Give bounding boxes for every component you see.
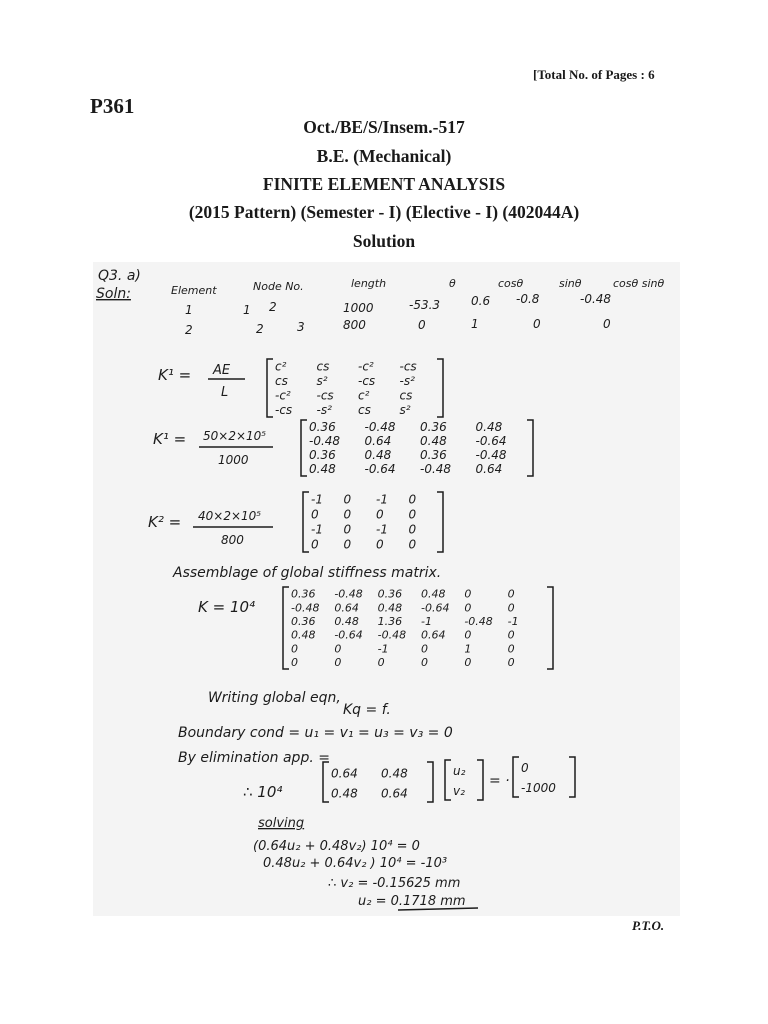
matrix-cell: cs — [399, 388, 413, 403]
k2-matrix — [303, 492, 443, 552]
matrix-cell: 0 — [343, 522, 352, 537]
total-pages: [Total No. of Pages : 6 — [533, 67, 655, 82]
svg-text:-0.8: -0.8 — [516, 292, 540, 306]
matrix-cell: 0 — [464, 655, 472, 669]
elimination-label: By elimination app. = — [178, 750, 330, 766]
matrix-cell: 0 — [507, 628, 515, 642]
svg-text:1: 1 — [471, 317, 479, 331]
matrix-cell: 0.36 — [420, 419, 447, 434]
table-header-node: Node No. — [253, 280, 304, 293]
solution-heading: Solution — [352, 231, 416, 251]
matrix-cell: 0.64 — [381, 786, 408, 801]
left-bracket — [301, 420, 307, 476]
matrix-cell: 0 — [507, 587, 515, 601]
vector-entry: 0 — [521, 761, 529, 775]
vector-entry: v₂ — [453, 784, 465, 798]
left-bracket — [323, 762, 329, 802]
svg-text:800: 800 — [343, 318, 366, 332]
table-header-theta: θ — [449, 277, 456, 290]
matrix-cell: 0.64 — [334, 601, 359, 615]
table-header-cos: cosθ — [498, 277, 524, 290]
svg-text:1000: 1000 — [343, 301, 374, 315]
matrix-cell: -1 — [377, 642, 389, 656]
matrix-cell: 0.48 — [291, 628, 316, 642]
paper-code: P361 — [90, 94, 135, 118]
svg-text:0.6: 0.6 — [471, 294, 491, 308]
matrix-cell: cs — [275, 373, 288, 388]
svg-text:AE: AE — [213, 363, 231, 378]
matrix-cell: -0.48 — [291, 601, 320, 615]
svg-text:-0.48: -0.48 — [580, 292, 612, 306]
matrix-cell: 0.48 — [475, 419, 503, 434]
svg-text:2: 2 — [256, 322, 264, 336]
force-vector — [513, 757, 575, 797]
matrix-cell: 0 — [377, 655, 385, 669]
matrix-cell: -c² — [275, 388, 291, 403]
matrix-cell: 0 — [421, 655, 428, 669]
left-bracket — [445, 760, 451, 800]
equation-2: 0.48u₂ + 0.64v₂ ) 10⁴ = -10³ — [263, 856, 448, 871]
matrix-cell: cs — [358, 402, 371, 417]
svg-text:1: 1 — [243, 303, 251, 317]
matrix-cell: 0 — [334, 642, 342, 656]
matrix-cell: 0.36 — [309, 447, 336, 462]
matrix-cell: 0.36 — [291, 587, 316, 601]
k1-general-matrix — [267, 359, 443, 417]
matrix-cell: 0.36 — [377, 587, 403, 601]
right-bracket — [527, 420, 533, 476]
matrix-cell: 0 — [408, 522, 417, 537]
matrix-cell: cs — [316, 359, 330, 374]
right-bracket — [437, 359, 443, 417]
matrix-cell: -0.48 — [420, 461, 452, 476]
svg-text:K = 10⁴: K = 10⁴ — [198, 598, 256, 616]
matrix-cell: -cs — [316, 388, 334, 403]
left-bracket — [303, 492, 309, 552]
matrix-cell: c² — [358, 388, 370, 403]
matrix-cell: -0.48 — [334, 587, 363, 601]
soln-label: Soln: — [96, 286, 131, 302]
vector-entry: -1000 — [521, 781, 556, 795]
svg-text:40×2×10⁵: 40×2×10⁵ — [198, 509, 262, 523]
matrix-cell: 0.48 — [381, 766, 408, 781]
svg-text:K¹ =: K¹ = — [158, 366, 192, 384]
matrix-cell: -0.48 — [364, 419, 396, 434]
matrix-cell: 0 — [464, 601, 472, 615]
svg-text:∴ 10⁴: ∴ 10⁴ — [243, 783, 283, 801]
matrix-cell: -0.48 — [464, 614, 493, 628]
matrix-cell: -c² — [358, 359, 374, 374]
subject-title: FINITE ELEMENT ANALYSIS — [262, 174, 506, 194]
matrix-cell: s² — [316, 373, 328, 388]
matrix-cell: 0 — [311, 537, 319, 552]
right-bracket — [569, 757, 575, 797]
exam-code: Oct./BE/S/Insem.-517 — [303, 117, 465, 137]
matrix-cell: 0.48 — [377, 601, 403, 615]
global-eqn-label: Writing global eqn, — [208, 690, 341, 706]
k2-equation — [148, 492, 443, 552]
table-row — [185, 317, 611, 337]
svg-text:800: 800 — [221, 533, 244, 547]
svg-text:1000: 1000 — [218, 453, 249, 467]
matrix-cell: s² — [399, 402, 411, 417]
matrix-cell: 0.36 — [420, 447, 447, 462]
vector-entry: u₂ — [453, 764, 466, 778]
displacement-vector — [445, 760, 483, 800]
matrix-cell: 0 — [507, 601, 515, 615]
k1-general-equation — [158, 359, 443, 417]
matrix-cell: 0.48 — [334, 614, 359, 628]
global-stiffness-matrix — [283, 587, 553, 669]
course: B.E. (Mechanical) — [316, 146, 452, 166]
matrix-cell: -0.64 — [475, 433, 507, 448]
matrix-cell: 0 — [507, 642, 515, 656]
matrix-cell: 0.48 — [421, 587, 446, 601]
matrix-cell: -cs — [275, 402, 293, 417]
matrix-cell: 0.64 — [364, 433, 392, 448]
matrix-cell: -0.48 — [475, 447, 507, 462]
right-bracket — [437, 492, 443, 552]
table-header-sin: sinθ — [559, 277, 582, 290]
matrix-cell: 1 — [464, 642, 472, 656]
matrix-cell: 0.48 — [364, 447, 392, 462]
matrix-cell: -0.64 — [334, 628, 363, 642]
assemblage-heading: Assemblage of global stiffness matrix. — [173, 565, 442, 581]
solving-label: solving — [258, 816, 305, 831]
svg-text:2: 2 — [269, 300, 277, 314]
svg-text:3: 3 — [297, 320, 305, 334]
matrix-cell: 0 — [507, 655, 515, 669]
svg-text:1: 1 — [185, 303, 193, 317]
global-stiffness-equation — [198, 587, 553, 669]
matrix-cell: 0 — [376, 507, 384, 522]
boundary-conditions: Boundary cond = u₁ = v₁ = u₃ = v₃ = 0 — [178, 725, 453, 741]
matrix-cell: -0.48 — [377, 628, 407, 642]
kq-equation: Kq = f. — [343, 702, 391, 718]
matrix-cell: 0 — [311, 507, 319, 522]
left-bracket — [267, 359, 273, 417]
matrix-cell: -1 — [507, 614, 519, 628]
matrix-cell: -cs — [399, 359, 417, 374]
matrix-cell: 0 — [334, 655, 342, 669]
right-bracket — [477, 760, 483, 800]
svg-text:0: 0 — [418, 318, 426, 332]
matrix-cell: -s² — [399, 373, 415, 388]
matrix-cell: 0 — [343, 537, 352, 552]
svg-text:K² =: K² = — [148, 513, 182, 531]
matrix-cell: -0.64 — [421, 601, 450, 615]
matrix-cell: 0.64 — [331, 766, 358, 781]
matrix-cell: 0.36 — [309, 419, 336, 434]
table-header-element: Element — [171, 284, 217, 297]
v2-result: ∴ v₂ = -0.15625 mm — [328, 876, 461, 891]
handwritten-solution-scan — [93, 262, 680, 916]
matrix-cell: -1 — [311, 522, 323, 537]
reduced-matrix — [323, 762, 433, 802]
right-bracket — [427, 762, 433, 802]
matrix-cell: 1.36 — [377, 614, 403, 628]
u2-result: u₂ = 0.1718 mm — [358, 894, 466, 909]
matrix-cell: -cs — [358, 373, 376, 388]
svg-text:0: 0 — [533, 317, 541, 331]
matrix-cell: 0 — [376, 537, 384, 552]
matrix-cell: c² — [275, 359, 287, 374]
matrix-cell: -1 — [421, 614, 432, 628]
matrix-cell: -1 — [376, 492, 388, 507]
matrix-cell: -0.48 — [309, 433, 341, 448]
k1-matrix — [301, 420, 533, 476]
svg-text:-53.3: -53.3 — [409, 298, 441, 312]
matrix-cell: 0 — [408, 537, 417, 552]
matrix-cell: 0.64 — [475, 461, 503, 476]
matrix-cell: -0.64 — [364, 461, 396, 476]
equation-1: (0.64u₂ + 0.48v₂) 10⁴ = 0 — [253, 839, 420, 854]
left-bracket — [283, 587, 289, 669]
svg-text:0: 0 — [603, 317, 611, 331]
matrix-cell: 0 — [291, 655, 298, 669]
right-bracket — [547, 587, 553, 669]
matrix-cell: 0.36 — [291, 614, 316, 628]
matrix-cell: 0 — [464, 628, 472, 642]
matrix-cell: 0 — [408, 507, 417, 522]
table-header-cos-sin: cosθ sinθ — [613, 277, 665, 290]
question-label: Q3. a) — [98, 268, 141, 284]
solution-sheet — [93, 262, 680, 916]
matrix-cell: 0 — [421, 642, 428, 656]
matrix-cell: 0.48 — [309, 461, 336, 476]
table-row — [185, 292, 611, 317]
matrix-cell: 0.64 — [421, 628, 446, 642]
svg-text:50×2×10⁵: 50×2×10⁵ — [203, 429, 267, 443]
svg-text:2: 2 — [185, 323, 193, 337]
pto-footer: P.T.O. — [632, 918, 665, 933]
equals-sign: = · — [489, 773, 510, 789]
pattern-line: (2015 Pattern) (Semester - I) (Elective - I) (402044A) — [188, 202, 580, 222]
table-header-length: length — [351, 277, 387, 290]
left-bracket — [513, 757, 519, 797]
matrix-cell: 0.48 — [420, 433, 447, 448]
matrix-cell: 0 — [291, 642, 298, 656]
svg-text:K¹ =: K¹ = — [153, 430, 187, 448]
matrix-cell: 0 — [343, 507, 352, 522]
matrix-cell: -1 — [376, 522, 388, 537]
matrix-cell: 0 — [343, 492, 352, 507]
matrix-cell: 0 — [464, 587, 472, 601]
matrix-cell: 0.48 — [331, 786, 358, 801]
k1-equation — [153, 420, 533, 476]
matrix-cell: -1 — [311, 492, 323, 507]
svg-text:L: L — [221, 385, 229, 400]
matrix-cell: -s² — [316, 402, 332, 417]
matrix-cell: 0 — [408, 492, 417, 507]
